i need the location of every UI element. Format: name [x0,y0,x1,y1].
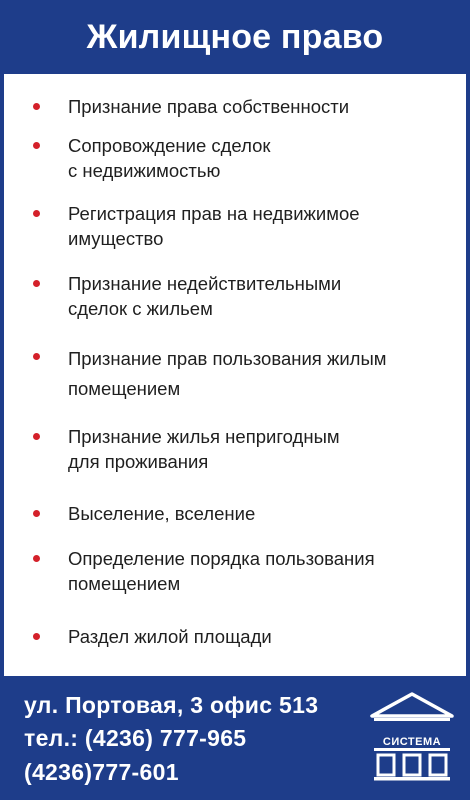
service-text: Определение порядка пользования помещением [68,548,375,594]
service-text: Регистрация прав на недвижимое имущество [68,203,360,249]
service-text: Сопровождение сделок с недвижимостью [68,135,271,181]
bullet-icon [33,280,40,287]
bullet-icon [33,353,40,360]
service-text: Признание прав пользования жилым помещением [68,348,387,399]
bullet-icon [33,210,40,217]
service-text: Признание права собственности [68,96,350,117]
bullet-icon [33,103,40,110]
phone-text-2: (4236)777-601 [24,759,179,785]
bullet-icon [33,510,40,517]
service-text: Признание жилья непригодным для проживания [68,426,340,472]
bullet-icon [33,142,40,149]
bullet-icon [33,555,40,562]
contact-footer [0,676,470,800]
service-text: Выселение, вселение [68,503,256,524]
phone-text-1: тел.: (4236) 777-965 [24,725,247,751]
service-text: Признание недействительными сделок с жильем [68,273,342,319]
address-text: ул. Портовая, 3 офис 513 [24,692,319,718]
page-header [0,0,470,74]
page-title: Жилищное право [86,17,384,56]
bullet-icon [33,633,40,640]
service-text: Раздел жилой площади [68,626,272,647]
bullet-icon [33,433,40,440]
company-logo [366,690,458,786]
logo-text: СИСТЕМА [382,736,442,748]
